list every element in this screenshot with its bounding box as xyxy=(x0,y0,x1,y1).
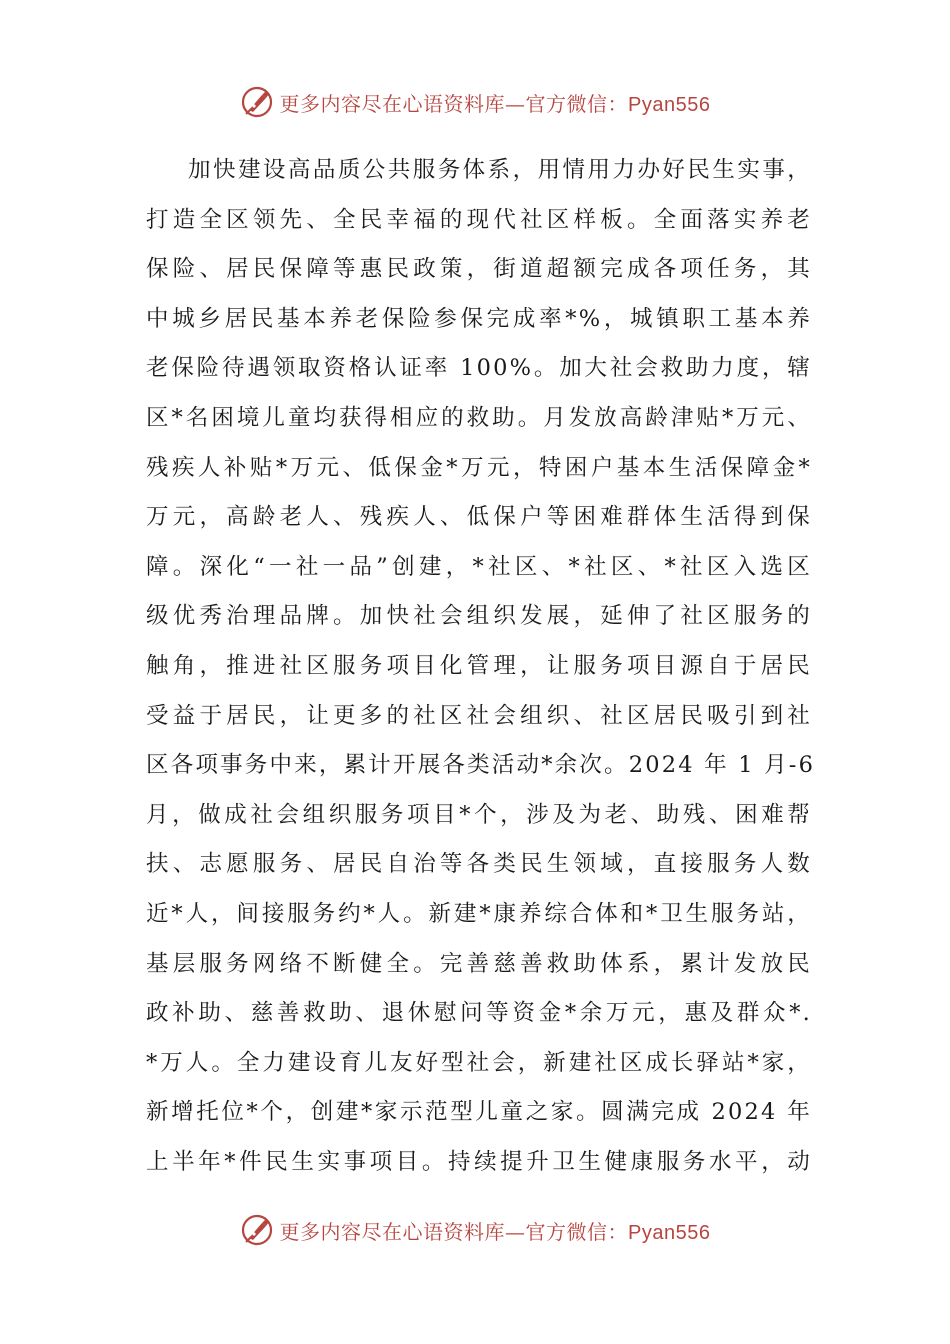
paragraph-line: 级优秀治理品牌。加快社会组织发展，延伸了社区服务的 xyxy=(146,603,812,630)
header-banner-label: 更多内容尽在心语资料库—官方微信： xyxy=(279,91,629,116)
paragraph-line: 保险、居民保障等惠民政策，街道超额完成各项任务，其 xyxy=(146,256,812,283)
paragraph-line: 中城乡居民基本养老保险参保完成率*%，城镇职工基本养 xyxy=(146,305,812,332)
paragraph-line: 障。深化“一社一品”创建，*社区、*社区、*社区入选区 xyxy=(146,553,812,580)
footer-wechat-id: Pyan556 xyxy=(628,1221,711,1244)
paragraph-line: 残疾人补贴*万元、低保金*万元，特困户基本生活保障金* xyxy=(146,454,812,481)
paragraph-line: 区*名困境儿童均获得相应的救助。月发放高龄津贴*万元、 xyxy=(146,404,812,431)
paragraph-line: 万元，高龄老人、残疾人、低保户等困难群体生活得到保 xyxy=(146,504,812,531)
paragraph-line: 打造全区领先、全民幸福的现代社区样板。全面落实养老 xyxy=(146,206,812,233)
paragraph-line: 近*人，间接服务约*人。新建*康养综合体和*卫生服务站， xyxy=(146,900,812,927)
header-wechat-id: Pyan556 xyxy=(628,93,711,116)
paragraph-line: 扶、志愿服务、居民自治等各类民生领域，直接服务人数 xyxy=(146,851,812,878)
paragraph-line: 新增托位*个，创建*家示范型儿童之家。圆满完成 2024 年 xyxy=(146,1099,812,1126)
footer-banner-text xyxy=(280,1216,711,1245)
header-banner-content xyxy=(240,85,711,119)
paragraph-line: 上半年*件民生实事项目。持续提升卫生健康服务水平，动 xyxy=(146,1148,812,1175)
paragraph-line: 政补助、慈善救助、退休慰问等资金*余万元，惠及群众*. xyxy=(146,1000,812,1027)
paragraph-line: 受益于居民，让更多的社区社会组织、社区居民吸引到社 xyxy=(146,702,812,729)
paragraph-line: 月，做成社会组织服务项目*个，涉及为老、助残、困难帮 xyxy=(146,801,812,828)
paragraph-line: 老保险待遇领取资格认证率 100%。加大社会救助力度，辖 xyxy=(146,355,812,382)
document-body xyxy=(146,146,816,1187)
paragraph-line: 加快建设高品质公共服务体系，用情用力办好民生实事， xyxy=(188,157,812,183)
pen-nib-logo-icon xyxy=(240,85,274,119)
pen-nib-logo-icon xyxy=(240,1213,274,1247)
footer-banner-content xyxy=(240,1213,711,1247)
header-banner-text xyxy=(280,88,711,117)
header-banner xyxy=(0,82,950,122)
paragraph-line: *万人。全力建设育儿友好型社会，新建社区成长驿站*家， xyxy=(146,1049,812,1076)
paragraph-line: 基层服务网络不断健全。完善慈善救助体系，累计发放民 xyxy=(146,950,812,977)
paragraph-line: 触角，推进社区服务项目化管理，让服务项目源自于居民 xyxy=(146,652,812,679)
footer-banner-label: 更多内容尽在心语资料库—官方微信： xyxy=(279,1219,629,1244)
paragraph-line: 区各项事务中来，累计开展各类活动*余次。2024 年 1 月-6 xyxy=(146,752,816,779)
footer-banner xyxy=(0,1210,950,1250)
